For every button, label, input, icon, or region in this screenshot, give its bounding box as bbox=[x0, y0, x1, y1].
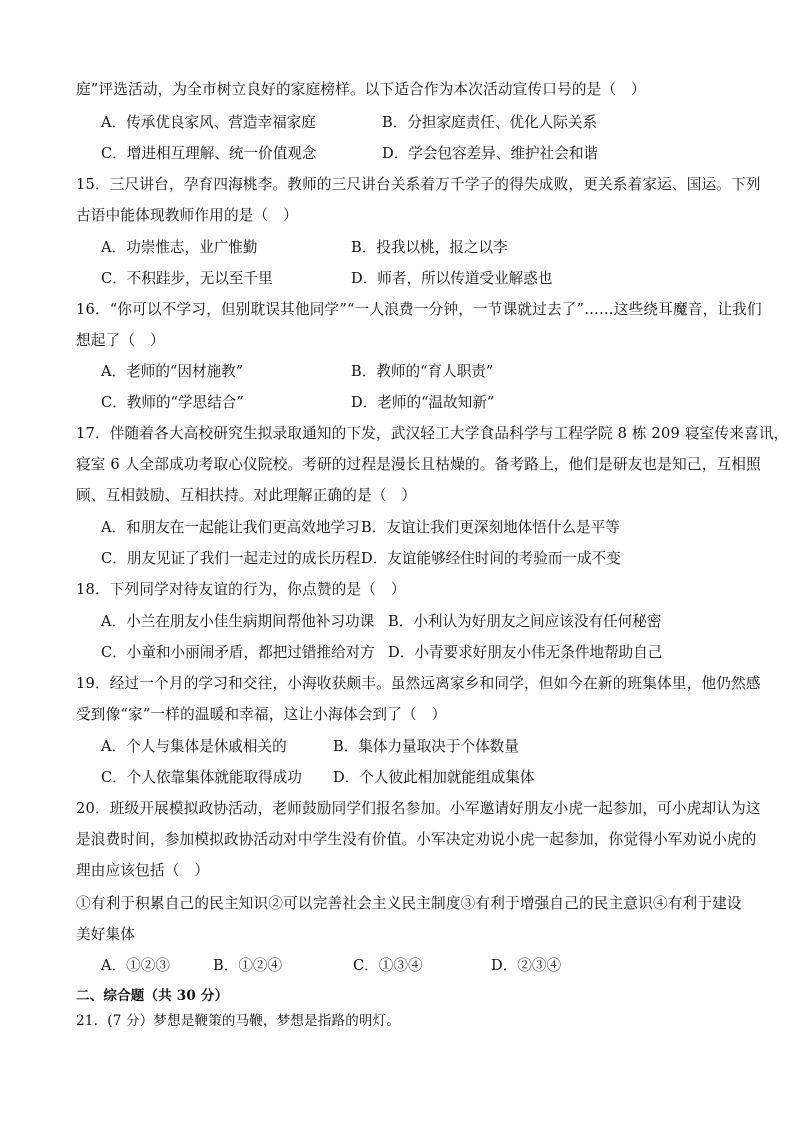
q17-option-d: D．友谊能够经住时间的考验而一成不变 bbox=[361, 550, 621, 567]
q20-option-b: B．①②④ bbox=[213, 957, 283, 974]
q21-stem: 21．(7 分）梦想是鞭策的马鞭，梦想是指路的明灯。 bbox=[76, 1013, 401, 1029]
q19-option-a: A．个人与集体是休戚相关的 bbox=[101, 738, 287, 755]
q15-option-c: C．不积跬步，无以至千里 bbox=[101, 270, 273, 287]
q19-option-d: D．个人彼此相加就能组成集体 bbox=[333, 769, 535, 786]
q20-option-a: A．①②③ bbox=[101, 957, 170, 974]
q19-option-c: C．个人依靠集体就能取得成功 bbox=[101, 769, 302, 786]
q19-stem-line1: 19．经过一个月的学习和交往，小海收获颇丰。虽然远离家乡和同学，但如今在新的班集体里，他仍然感 bbox=[76, 675, 761, 692]
q15-stem-line2: 古语中能体现教师作用的是（ ） bbox=[76, 207, 298, 224]
q14-option-a: A．传承优良家风、营造幸福家庭 bbox=[101, 114, 316, 131]
q19-option-b: B．集体力量取决于个体数量 bbox=[333, 738, 519, 755]
q20-option-d: D．②③④ bbox=[491, 957, 562, 974]
q14-option-b: B．分担家庭责任、优化人际关系 bbox=[382, 114, 598, 131]
q16-option-d: D．老师的“温故知新” bbox=[351, 394, 495, 411]
q17-option-c: C．朋友见证了我们一起走过的成长历程 bbox=[101, 550, 361, 567]
q16-option-a: A．老师的“因材施教” bbox=[101, 363, 244, 380]
q15-option-a: A．功崇惟志，业广惟勤 bbox=[101, 239, 258, 256]
q18-option-c: C．小童和小丽闹矛盾，都把过错推给对方 bbox=[101, 644, 375, 661]
q16-stem-line1: 16．“你可以不学习，但别耽误其他同学”“一人浪费一分钟，一节课就过去了”……这些绕耳魔音，让我们 bbox=[76, 301, 762, 318]
q16-option-c: C．教师的“学思结合” bbox=[101, 394, 244, 411]
q20-statements-line1: ①有利于积累自己的民主知识②可以完善社会主义民主制度③有利于增强自己的民主意识④有利于建设 bbox=[76, 895, 742, 912]
q20-statements-line2: 美好集体 bbox=[76, 926, 136, 943]
q14-option-c: C．增进相互理解、统一价值观念 bbox=[101, 145, 317, 162]
q15-option-d: D．师者，所以传道受业解惑也 bbox=[351, 270, 553, 287]
q20-option-c: C．①③④ bbox=[353, 957, 423, 974]
q14-stem-continued: 庭”评选活动，为全市树立良好的家庭榜样。以下适合作为本次活动宣传口号的是（ ） bbox=[76, 81, 646, 98]
q16-option-b: B．教师的“育人职责” bbox=[351, 363, 494, 380]
q18-option-b: B．小利认为好朋友之间应该没有任何秘密 bbox=[388, 613, 662, 630]
q17-option-a: A．和朋友在一起能让我们更高效地学习 bbox=[101, 519, 360, 536]
q15-option-b: B．投我以桃，报之以李 bbox=[351, 239, 508, 256]
q17-stem-line1: 17．伴随着各大高校研究生拟录取通知的下发，武汉轻工大学食品科学与工程学院 8 栋 209 寝室传来喜讯， bbox=[76, 425, 789, 442]
q20-stem-line1: 20．班级开展模拟政协活动，老师鼓励同学们报名参加。小军邀请好朋友小虎一起参加，可小虎却认为这 bbox=[76, 800, 761, 817]
q17-stem-line2: 寝室 6 人全部成功考取心仪院校。考研的过程是漫长且枯燥的。备考路上，他们是研友也是知己，互相照 bbox=[76, 456, 761, 473]
q20-stem-line2: 是浪费时间，参加模拟政协活动对中学生没有价值。小军决定劝说小虎一起参加，你觉得小军劝说小虎的 bbox=[76, 831, 757, 848]
q18-option-d: D．小青要求好朋友小伟无条件地帮助自己 bbox=[388, 644, 663, 661]
section-heading-comprehensive: 二、综合题（共 30 分） bbox=[76, 988, 229, 1004]
q20-stem-line3: 理由应该包括（ ） bbox=[76, 862, 210, 879]
q14-option-d: D．学会包容差异、维护社会和谐 bbox=[382, 145, 599, 162]
q17-stem-line3: 顾、互相鼓励、互相扶持。对此理解正确的是（ ） bbox=[76, 487, 417, 504]
q19-stem-line2: 受到像“家”一样的温暖和幸福，这让小海体会到了（ ） bbox=[76, 706, 447, 723]
q15-stem-line1: 15．三尺讲台，孕育四海桃李。教师的三尺讲台关系着万千学子的得失成败，更关系着家运、国运。下列 bbox=[76, 176, 761, 193]
q18-option-a: A．小兰在朋友小佳生病期间帮他补习功课 bbox=[101, 613, 375, 630]
q16-stem-line2: 想起了（ ） bbox=[76, 332, 165, 349]
q17-option-b: B．友谊让我们更深刻地体悟什么是平等 bbox=[361, 519, 620, 536]
q18-stem: 18．下列同学对待友谊的行为，你点赞的是（ ） bbox=[76, 581, 406, 598]
